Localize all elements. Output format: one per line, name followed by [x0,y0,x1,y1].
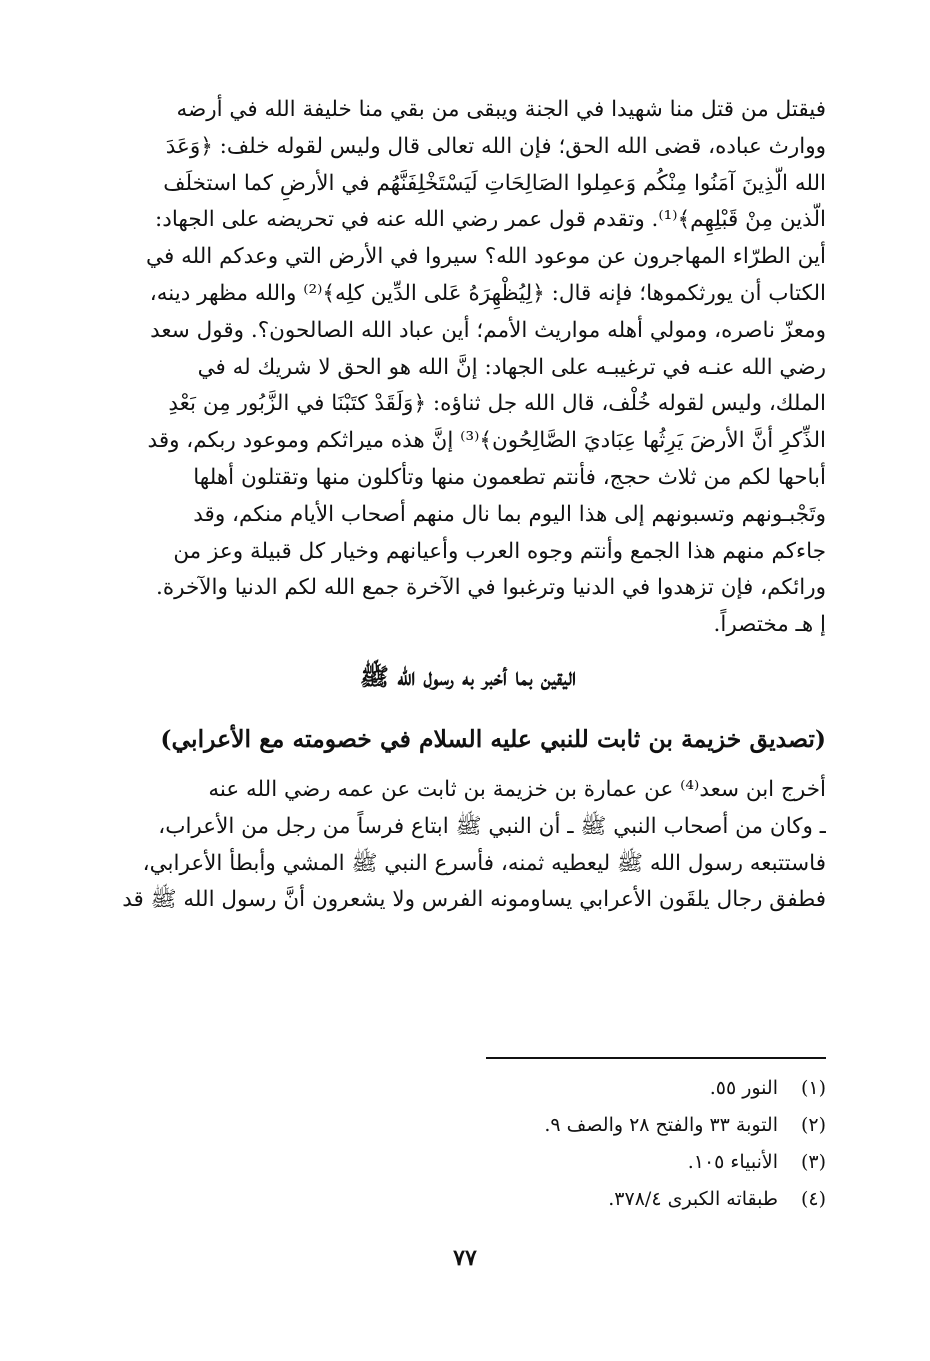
text-line: الملك، وليس لقوله خُلْف، قال الله جل ثناؤه: ﴿وَلَقَدْ كتَبْنَا في الزَّبُور مِن بَعْدِ [168,391,826,417]
page-number: ٧٧ [453,1245,477,1271]
paragraph-2 [110,772,826,919]
text-line: ـ وكان من أصحاب النبي ﷺ ـ أن النبي ﷺ ابتاع فرساً من رجل من الأعراب، [158,813,826,839]
text-line: الله الَّذِينَ آمَنُوا مِنْكُم وَعمِلوا الصَالِحَاتِ لَيَسْتَخْلِفَنَّهُم في الأرضِ كما استخلَف [163,170,826,196]
footnote-text: النور ٥٥. [709,1077,778,1099]
footnote-item [326,1070,826,1107]
text-line: الذِّكرِ أنَّ الأرضَ يَرِثُها عِبَاديَ الصَّالِحُون﴾⁽³⁾ إنَّ هذه ميراثكم وموعود ربكم، وقد [147,428,826,454]
text-line: فاستتبعه رسول الله ﷺ ليعطيه ثمنه، فأسرع النبي ﷺ المشي وأبطأ الأعرابي، [142,850,826,876]
footnote-number: (٤) [800,1188,826,1210]
text-line: ورائكم، فإن تزهدوا في الدنيا وترغبوا في الآخرة جمع الله لكم الدنيا والآخرة. [156,575,826,601]
text-line: رضي الله عنـه في ترغيبـه على الجهاد: إنَّ الله هو الحق لا شريك له في [197,354,826,380]
footnote-number: (٢) [800,1114,826,1136]
footnote-text: التوبة ٣٣ والفتح ٢٨ والصف ٩. [544,1114,778,1136]
text-line: جاءكم منهم هذا الجمع وأنتم وجوه العرب وأعيانهم وخيار كل قبيلة وعز من [173,538,826,564]
footnote-text: الأنبياء ١٠٥. [687,1151,778,1173]
text-line: أباحها لكم من ثلاث حجج، فأنتم تطعمون منها وتأكلون منها وتقتلون أهلها [193,464,826,490]
text-line: أين الطرّاء المهاجرون عن موعود الله؟ سيروا في الأرض التي وعدكم الله في [146,244,826,270]
footnote-item [326,1107,826,1144]
text-line: الكتاب أن يورثكموها؛ فإنه قال: ﴿لِيُظْهِرَهُ عَلى الدِّين كلِه﴾⁽²⁾ والله مظهر دينه، [149,280,826,306]
footnote-item [326,1144,826,1181]
footnotes [326,1070,826,1218]
page-body [110,92,826,919]
text-line: فطفق رجال يلقَون الأعرابي يساومونه الفرس ولا يشعرون أنَّ رسول الله ﷺ قد [122,887,826,913]
footnote-divider [486,1057,826,1059]
text-line: إ هـ مختصراً. [713,612,826,638]
text-line: الَّذين مِنْ قَبْلِهِم﴾⁽¹⁾. وتقدم قول عمر رضي الله عنه في تحريضه على الجهاد: [155,207,826,233]
paragraph-1 [110,92,826,644]
text-line: فيقتل من قتل منا شهيدا في الجنة ويبقى من بقي منا خليفة الله في أرضه [176,97,826,122]
text-line: وتَجْبـونهم وتسبونهم إلى هذا اليوم بما نال منهم أصحاب الأيام منكم، وقد [193,501,826,527]
footnote-number: (٣) [800,1151,826,1173]
text-line: أخرج ابن سعد⁽⁴⁾ عن عمارة بن خزيمة بن ثابت عن عمه رضي الله عنه [208,776,826,802]
chapter-title: (تصديق خزيمة بن ثابت للنبي عليه السلام في خصومته مع الأعرابي) [160,724,826,753]
text-line: ووارث عباده، قضى الله الحق؛ فإن الله تعالى قال وليس لقوله خلف: ﴿وَعَدَ [165,133,826,159]
footnote-text: طبقاته الكبرى ٣٧٨/٤. [608,1188,778,1210]
section-title: اليقين بما أخبر به رسول الله ﷺ [359,661,577,691]
footnote-item [326,1181,826,1218]
footnote-number: (١) [800,1077,826,1099]
text-line: ومعزّ ناصره، ومولي أهله مواريث الأمم؛ أين عباد الله الصالحون؟. وقول سعد [150,317,826,343]
